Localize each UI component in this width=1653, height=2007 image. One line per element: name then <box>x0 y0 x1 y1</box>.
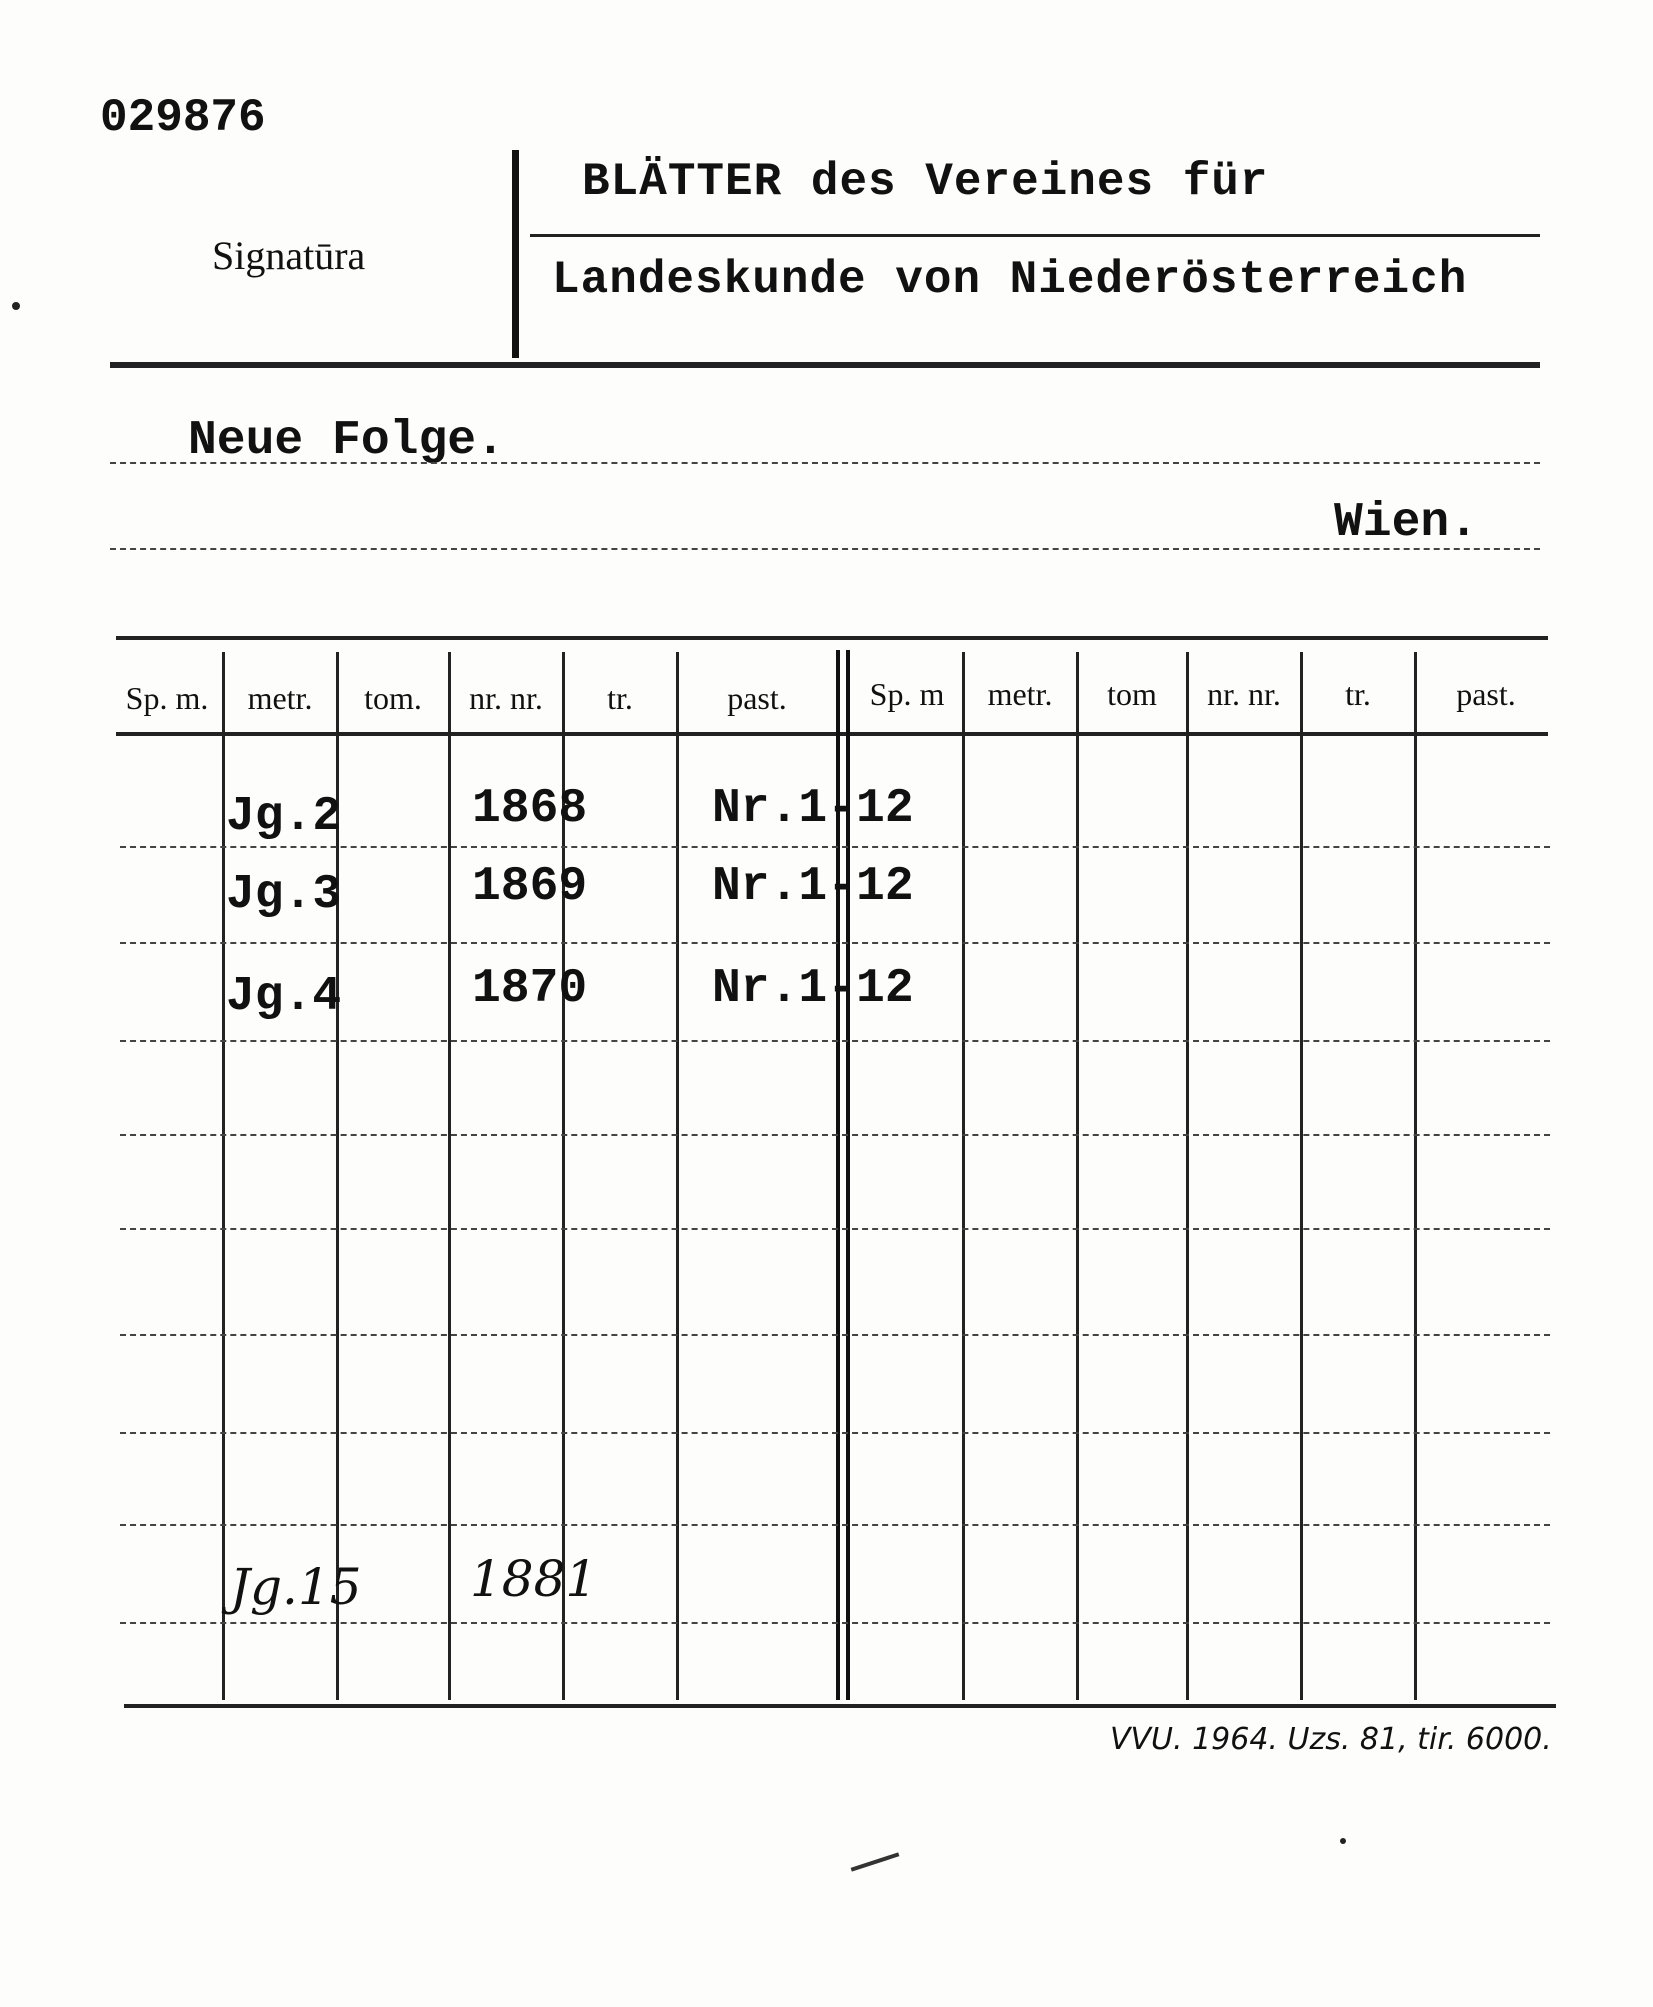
place-rule <box>110 548 1540 550</box>
col-header-sp-m: Sp. m. <box>125 680 209 716</box>
col-header-tom-right: tom <box>1107 676 1157 712</box>
row-1-numbers: Nr.1-12 <box>712 782 914 836</box>
col-header-past-right: past. <box>1456 676 1516 712</box>
print-note: VVU. 1964. Uzs. 81, tir. 6000. <box>1110 1722 1552 1757</box>
row-rule <box>120 1228 1550 1230</box>
series-text: Neue Folge. <box>188 414 505 468</box>
row-4-year: 1881 <box>470 1550 598 1608</box>
row-3-numbers: Nr.1-12 <box>712 962 914 1016</box>
col-line <box>676 652 679 1700</box>
title-line-2: Landeskunde von Niederösterreich <box>552 254 1468 306</box>
col-header-nr-nr-right: nr. nr. <box>1207 676 1281 712</box>
col-line <box>448 652 451 1700</box>
row-rule <box>120 846 1550 848</box>
table-top-rule <box>116 636 1548 640</box>
signature-label: Signatūra <box>212 233 366 278</box>
col-header-nr-nr: nr. nr. <box>469 680 543 716</box>
col-line <box>1414 652 1417 1700</box>
col-line <box>1300 652 1303 1700</box>
row-rule <box>120 942 1550 944</box>
table-header-rule <box>116 732 1548 736</box>
header-bottom-rule <box>110 362 1540 368</box>
col-header-past: past. <box>727 680 787 716</box>
col-header-tr-right: tr. <box>1345 676 1371 712</box>
row-1-year: 1868 <box>472 782 588 836</box>
row-1-volume: Jg.2 <box>226 790 342 844</box>
col-header-tr: tr. <box>607 680 633 716</box>
table-bottom-rule <box>124 1704 1556 1708</box>
title-line-1: BLÄTTER des Vereines für <box>582 156 1269 208</box>
series-rule <box>110 462 1540 464</box>
scan-speck <box>1340 1838 1346 1844</box>
row-2-numbers: Nr.1-12 <box>712 860 914 914</box>
row-rule <box>120 1040 1550 1042</box>
col-line <box>1186 652 1189 1700</box>
col-header-tom: tom. <box>364 680 422 716</box>
col-line <box>222 652 225 1700</box>
row-4-volume: Jg.15 <box>230 1558 362 1616</box>
scan-speck <box>12 302 20 310</box>
header-divider <box>512 150 519 358</box>
row-3-year: 1870 <box>472 962 588 1016</box>
col-header-sp-m-right: Sp. m <box>869 676 945 712</box>
row-2-volume: Jg.3 <box>226 868 342 922</box>
row-rule <box>120 1622 1550 1624</box>
col-header-metr-right: metr. <box>987 676 1053 712</box>
card-id: 029876 <box>100 92 266 144</box>
row-3-volume: Jg.4 <box>226 970 342 1024</box>
col-line <box>1076 652 1079 1700</box>
place-text: Wien. <box>1334 496 1479 550</box>
row-rule <box>120 1334 1550 1336</box>
row-rule <box>120 1432 1550 1434</box>
col-header-metr: metr. <box>247 680 313 716</box>
row-2-year: 1869 <box>472 860 588 914</box>
title-rule <box>530 234 1540 237</box>
row-rule <box>120 1524 1550 1526</box>
scan-speck <box>851 1852 900 1871</box>
row-rule <box>120 1134 1550 1136</box>
col-line <box>962 652 965 1700</box>
